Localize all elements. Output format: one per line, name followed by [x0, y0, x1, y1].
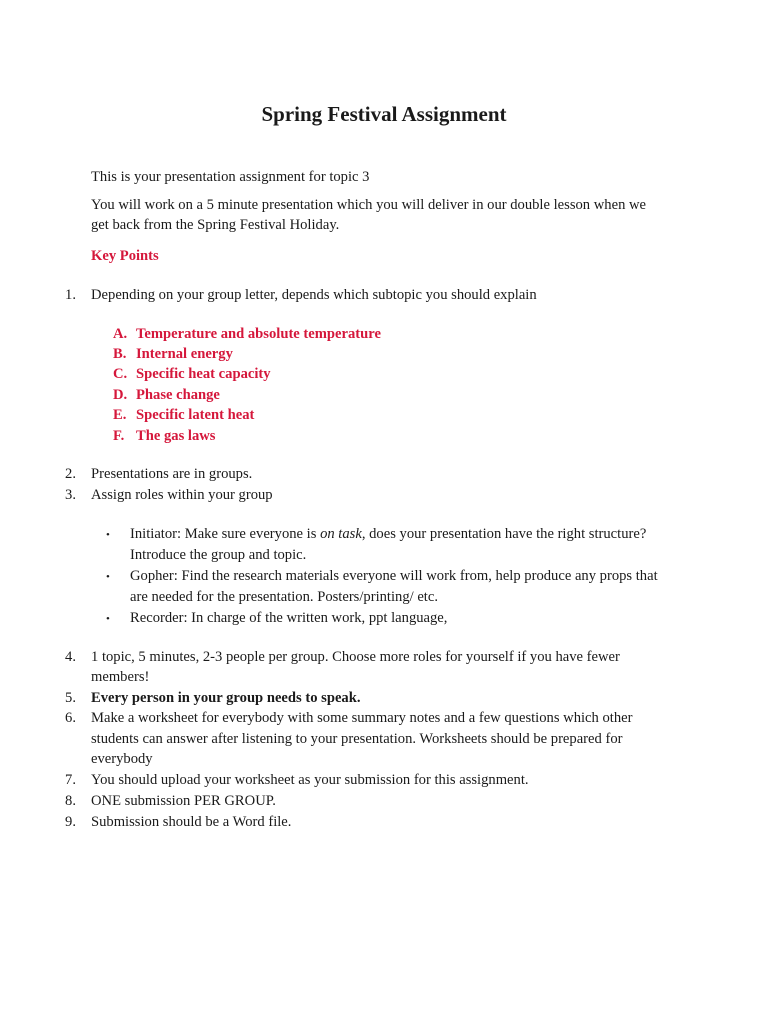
list-item-6-line-3: everybody	[91, 751, 153, 767]
intro-paragraph-line-2: get back from the Spring Festival Holiday.	[91, 217, 340, 233]
role-recorder-line-1: Recorder: In charge of the written work, ppt language,	[130, 610, 448, 626]
list-item-2: Presentations are in groups.	[91, 466, 253, 482]
list-item-1: Depending on your group letter, depends which subtopic you should explain	[91, 287, 537, 303]
list-number-6: 6.	[65, 710, 76, 726]
list-number-1: 1.	[65, 287, 76, 303]
subtopic-item: The gas laws	[136, 428, 216, 444]
document-title: Spring Festival Assignment	[261, 102, 507, 126]
subtopic-item: Internal energy	[136, 346, 233, 362]
subtopic-item: Specific latent heat	[136, 407, 255, 423]
subtopic-item: Phase change	[136, 387, 220, 403]
list-number-2: 2.	[65, 466, 76, 482]
subtopic-letter: C.	[113, 366, 128, 382]
list-item-6-line-2: students can answer after listening to your presentation. Worksheets should be prepared for	[91, 731, 623, 747]
list-number-5: 5.	[65, 690, 76, 706]
list-item-3: Assign roles within your group	[91, 487, 273, 503]
list-item-7: You should upload your worksheet as your submission for this assignment.	[91, 772, 529, 788]
subtopic-letter: F.	[113, 428, 125, 444]
list-number-7: 7.	[65, 772, 76, 788]
role-gopher-line-2: are needed for the presentation. Posters/printing/ etc.	[130, 589, 438, 605]
subtopic-letter: B.	[113, 346, 127, 362]
list-item-4-line-1: 1 topic, 5 minutes, 2-3 people per group. Choose more roles for yourself if you have fewer	[91, 649, 620, 665]
subtopic-item: Specific heat capacity	[136, 366, 271, 382]
subtopic-letter: D.	[113, 387, 128, 403]
key-points-heading: Key Points	[91, 248, 159, 264]
bullet-icon: •	[106, 571, 110, 583]
intro-paragraph-line-1: You will work on a 5 minute presentation which you will deliver in our double lesson when we	[91, 197, 647, 213]
list-item-6-line-1: Make a worksheet for everybody with some summary notes and a few questions which other	[91, 710, 633, 726]
subtopic-letter: E.	[113, 407, 127, 423]
list-item-8: ONE submission PER GROUP.	[91, 793, 276, 809]
list-number-8: 8.	[65, 793, 76, 809]
role-initiator-line-1: Initiator: Make sure everyone is on task, does your presentation have the right structure?	[130, 526, 647, 542]
list-number-4: 4.	[65, 649, 76, 665]
subtopic-item: Temperature and absolute temperature	[136, 326, 381, 342]
bullet-icon: •	[106, 529, 110, 541]
role-gopher-line-1: Gopher: Find the research materials everyone will work from, help produce any props that	[130, 568, 658, 584]
intro-text: This is your presentation assignment for topic 3	[91, 169, 370, 185]
subtopic-letter: A.	[113, 326, 128, 342]
list-number-3: 3.	[65, 487, 76, 503]
list-item-4-line-2: members!	[91, 669, 150, 685]
bullet-icon: •	[106, 613, 110, 625]
role-initiator-line-2: Introduce the group and topic.	[130, 547, 307, 563]
list-item-5: Every person in your group needs to speak.	[91, 690, 361, 706]
list-number-9: 9.	[65, 814, 76, 830]
list-item-9: Submission should be a Word file.	[91, 814, 292, 830]
